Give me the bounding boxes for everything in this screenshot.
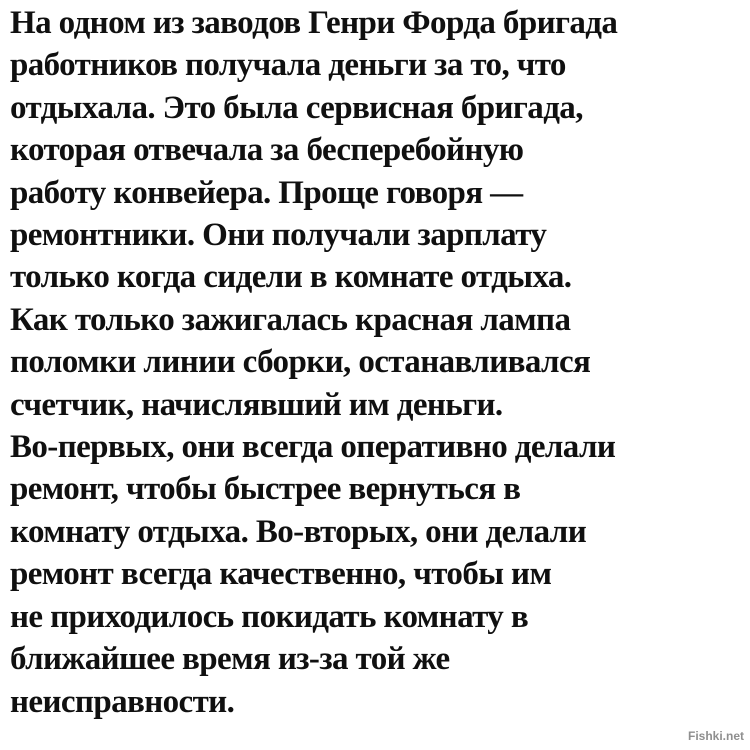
text-line: работу конвейера. Проще говоря — — [10, 174, 523, 211]
watermark: Fishki.net — [687, 729, 744, 743]
text-line: неисправности. — [10, 683, 235, 720]
text-line: которая отвечала за бесперебойную — [10, 132, 524, 169]
text-line: поломки линии сборки, останавливался — [10, 344, 591, 381]
text-line: Как только зажигалась красная лампа — [10, 301, 571, 338]
text-line: ремонт, чтобы быстрее вернуться в — [10, 471, 521, 508]
text-line: Во-первых, они всегда оперативно делали — [10, 429, 616, 466]
text-line: ремонт всегда качественно, чтобы им — [10, 556, 552, 593]
text-line: На одном из заводов Генри Форда бригада — [10, 5, 618, 41]
text-line: счетчик, начислявший им деньги. — [10, 386, 503, 423]
text-line: не приходилось покидать комнату в — [10, 598, 529, 635]
text-line: ремонтники. Они получали зарплату — [10, 217, 547, 254]
text-line: только когда сидели в комнате отдыха. — [10, 259, 572, 296]
text-line: ближайшее время из-за той же — [10, 641, 450, 678]
text-line: комнату отдыха. Во-вторых, они делали — [10, 513, 587, 550]
text-line: отдыхала. Это была сервисная бригада, — [10, 89, 583, 126]
story-text-block — [10, 2, 748, 723]
text-line: работников получала деньги за то, что — [10, 47, 566, 84]
